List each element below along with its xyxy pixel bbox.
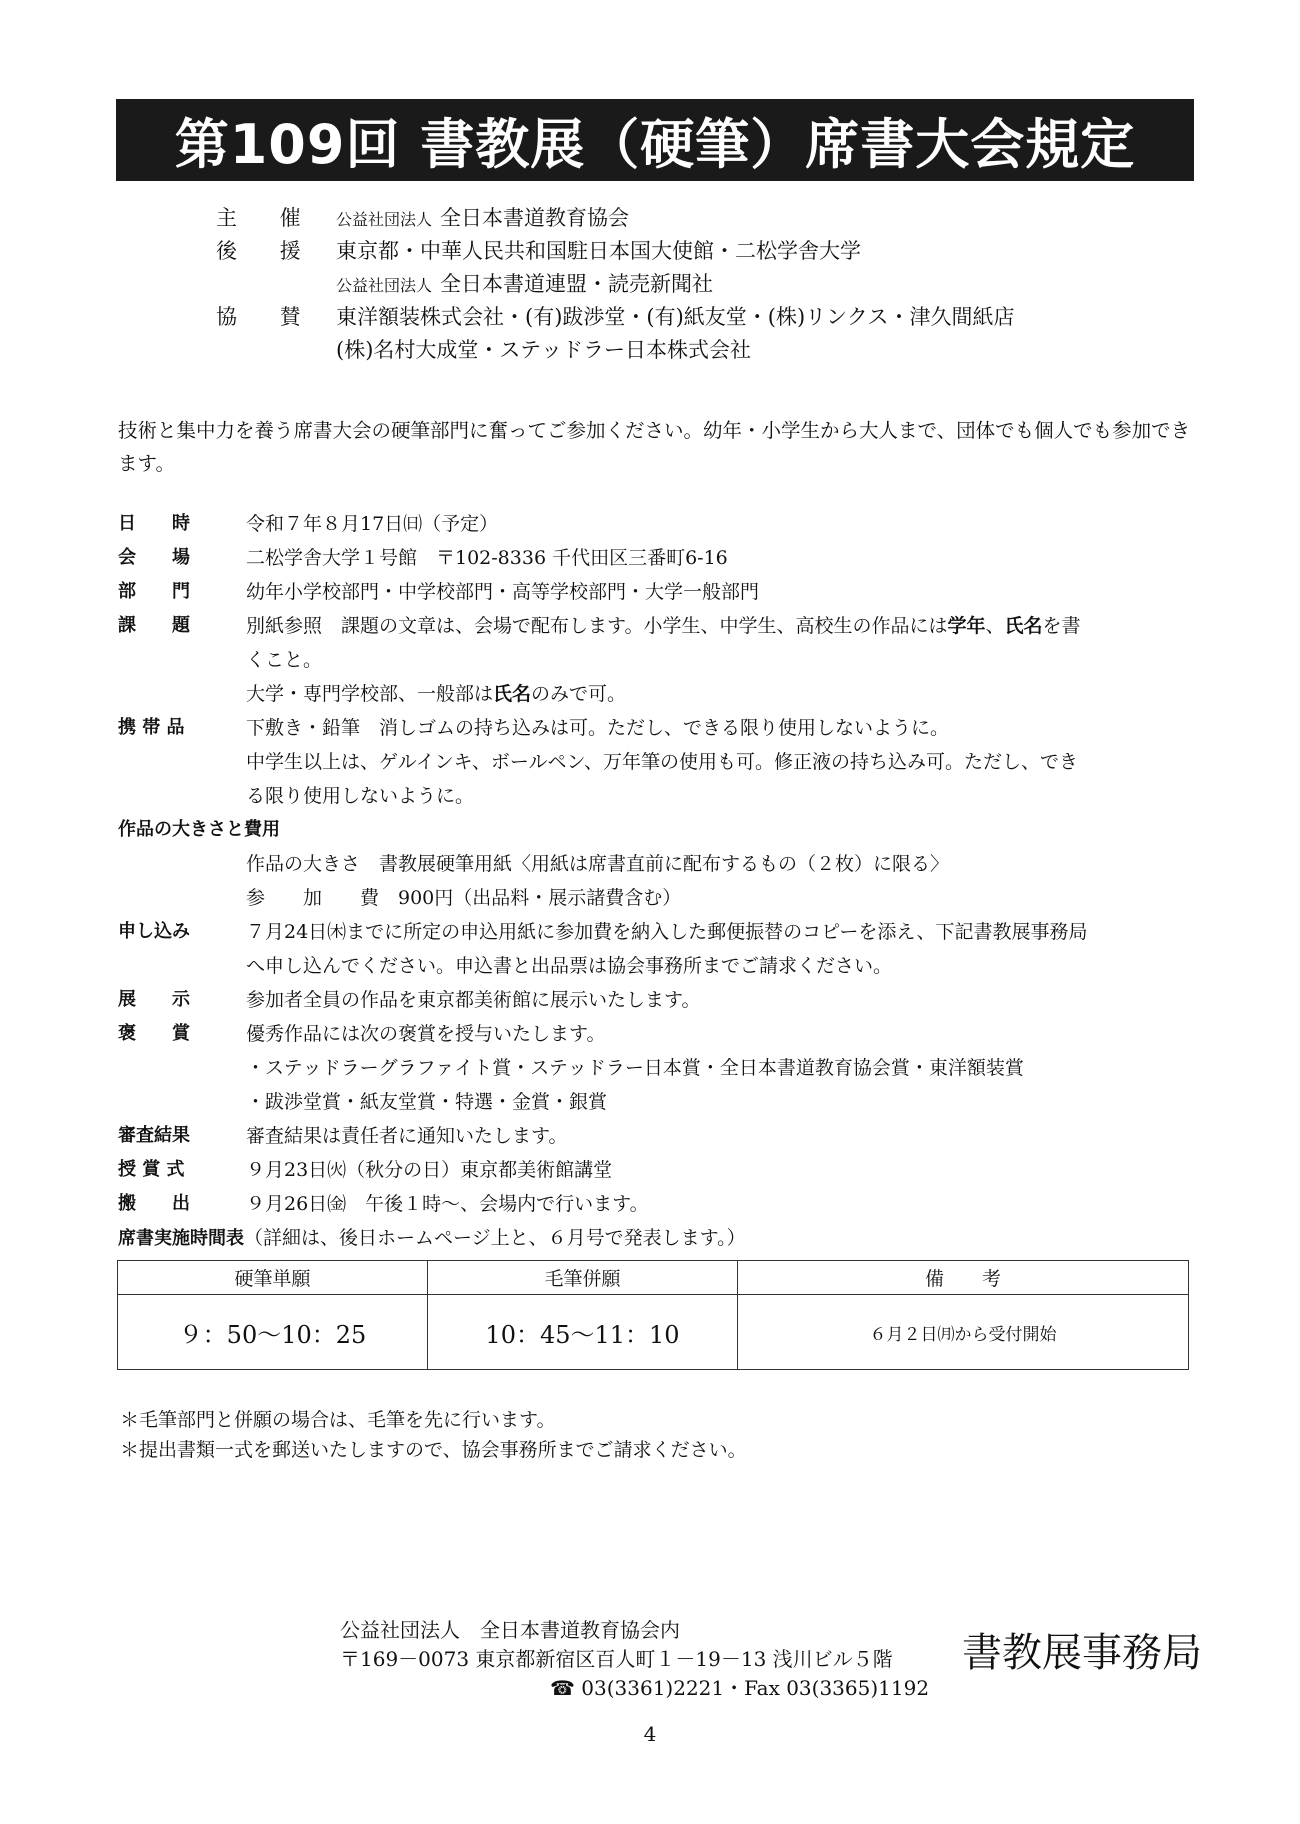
detail-value: 下敷き・鉛筆 消しゴムの持ち込みは可。ただし、できる限り使用しないように。: [246, 717, 950, 739]
detail-value: 優秀作品には次の褒賞を授与いたします。: [246, 1023, 606, 1045]
office-title: 書教展事務局: [962, 1630, 1202, 1676]
detail-results: [118, 1119, 1198, 1153]
organizer-value: 東京都・中華人民共和国駐日本国大使館・二松学舎大学: [336, 238, 861, 263]
detail-fee: 参 加 費 900円（出品料・展示諸費含む）: [246, 887, 682, 909]
detail-value: 参加者全員の作品を東京都美術館に展示いたします。: [246, 989, 701, 1011]
organizer-value: 全日本書道連盟・読売新聞社: [440, 271, 714, 296]
office-org: 公益社団法人 全日本書道教育協会内: [340, 1618, 680, 1642]
detail-label: 搬 出: [118, 1193, 190, 1214]
footnotes: [120, 1405, 747, 1465]
organizer-small: 公益社団法人: [336, 209, 433, 229]
detail-label: 展 示: [118, 989, 190, 1010]
detail-removal: [118, 1187, 1198, 1221]
organizer-label: 後 援: [216, 238, 319, 263]
table-header: 毛筆併願: [428, 1261, 738, 1295]
detail-label: 日 時: [118, 513, 190, 534]
organizer-label: 協 賛: [216, 304, 319, 329]
details-list: [118, 507, 1198, 1256]
detail-label: 会 場: [118, 547, 190, 568]
detail-value: 二松学舎大学１号館 〒102-8336 千代田区三番町6-16: [246, 547, 728, 569]
table-cell: ６月２日㈪から受付開始: [738, 1295, 1189, 1370]
detail-divisions: [118, 575, 1198, 609]
bold-grade: 学年: [947, 615, 986, 637]
detail-venue: [118, 541, 1198, 575]
organizer-row: [216, 200, 1015, 233]
detail-value: 審査結果は責任者に通知いたします。: [246, 1125, 568, 1147]
organizer-value: (株)名村大成堂・ステッドラー日本株式会社: [336, 337, 751, 362]
organizer-small: 公益社団法人: [336, 275, 433, 295]
detail-text: 、: [985, 615, 1005, 637]
detail-value: （詳細は、後日ホームページ上と、６月号で発表します。）: [244, 1227, 746, 1249]
detail-continuation: へ申し込んでください。申込書と出品票は協会事務所までご請求ください。: [246, 955, 893, 977]
table-cell: 10：45〜11：10: [428, 1295, 738, 1370]
detail-continuation: ・ステッドラーグラファイト賞・ステッドラー日本賞・全日本書道教育協会賞・東洋額装賞: [246, 1057, 1024, 1079]
detail-text: 別紙参照 課題の文章は、会場で配布します。小学生、中学生、高校生の作品には: [246, 615, 948, 637]
bold-name: 氏名: [1004, 615, 1043, 637]
organizer-label: 主 催: [216, 205, 319, 230]
detail-continuation: くこと。: [246, 649, 323, 671]
detail-theme: [118, 609, 1198, 643]
detail-label: 課 題: [118, 615, 190, 636]
table-cell: ９：50〜10：25: [118, 1295, 428, 1370]
detail-date: [118, 507, 1198, 541]
detail-label: 作品の大きさと費用: [118, 819, 280, 840]
footnote: ＊提出書類一式を郵送いたしますので、協会事務所までご請求ください。: [120, 1439, 747, 1461]
detail-size: 作品の大きさ 書教展硬筆用紙〈用紙は席書直前に配布するもの（２枚）に限る〉: [246, 853, 950, 875]
organizer-row: [216, 266, 1015, 299]
detail-value: ９月26日㈮ 午後１時〜、会場内で行います。: [246, 1193, 649, 1215]
detail-text: 大学・専門学校部、一般部は: [246, 683, 494, 705]
page-title: 第109回 書教展（硬筆）席書大会規定: [116, 99, 1194, 181]
organizer-row: [216, 332, 1015, 365]
office-contact: ☎ 03(3361)2221・Fax 03(3365)1192: [550, 1676, 930, 1700]
detail-label: 携 帯 品: [118, 717, 185, 738]
office-postal: 〒169－0073 東京都新宿区百人町１－19－13 浅川ビル５階: [340, 1647, 893, 1671]
detail-value: ９月23日㈫（秋分の日）東京都美術館講堂: [246, 1159, 613, 1181]
detail-text: のみで可。: [531, 683, 627, 705]
detail-continuation: [118, 677, 1198, 711]
organizers-block: [216, 200, 1015, 365]
intro-paragraph: 技術と集中力を養う席書大会の硬筆部門に奮ってご参加ください。幼年・小学生から大人まで、団体でも個人でも参加できます。: [118, 419, 1191, 475]
table-row: [118, 1295, 1189, 1370]
detail-schedule: [118, 1221, 1198, 1256]
table-header: 備 考: [738, 1261, 1189, 1295]
office-address: [340, 1616, 929, 1703]
bold-name: 氏名: [493, 683, 532, 705]
table-header-row: [118, 1261, 1189, 1295]
detail-exhibit: [118, 983, 1198, 1017]
detail-continuation: 中学生以上は、ゲルインキ、ボールペン、万年筆の使用も可。修正液の持ち込み可。ただし、でき: [246, 751, 1079, 773]
organizer-value: 全日本書道教育協会: [440, 205, 630, 230]
detail-size-fee: [118, 813, 1198, 847]
page-number: 4: [643, 1722, 657, 1746]
detail-label: 褒 賞: [118, 1023, 190, 1044]
detail-label: 授 賞 式: [118, 1159, 185, 1180]
detail-continuation: ・跋渉堂賞・紙友堂賞・特選・金賞・銀賞: [246, 1091, 608, 1113]
detail-awards: [118, 1017, 1198, 1051]
detail-apply: [118, 915, 1198, 949]
organizer-row: [216, 299, 1015, 332]
detail-label: 部 門: [118, 581, 190, 602]
detail-label: 審査結果: [118, 1125, 190, 1146]
table-header: 硬筆単願: [118, 1261, 428, 1295]
organizer-row: [216, 233, 1015, 266]
detail-value: 幼年小学校部門・中学校部門・高等学校部門・大学一般部門: [246, 581, 760, 603]
detail-text: を書: [1042, 615, 1081, 637]
detail-ceremony: [118, 1153, 1198, 1187]
schedule-table: [117, 1260, 1189, 1370]
detail-value: 令和７年８月17日㈰（予定）: [246, 513, 499, 535]
organizer-value: 東洋額装株式会社・(有)跋渉堂・(有)紙友堂・(株)リンクス・津久間紙店: [336, 304, 1015, 329]
footnote: ＊毛筆部門と併願の場合は、毛筆を先に行います。: [120, 1409, 556, 1431]
detail-label: 席書実施時間表: [118, 1228, 244, 1249]
detail-value: ７月24日㈭までに所定の申込用紙に参加費を納入した郵便振替のコピーを添え、下記書教展事務局: [246, 921, 1088, 943]
detail-label: 申し込み: [118, 921, 190, 942]
detail-continuation: る限り使用しないように。: [246, 785, 475, 807]
detail-items: [118, 711, 1198, 745]
